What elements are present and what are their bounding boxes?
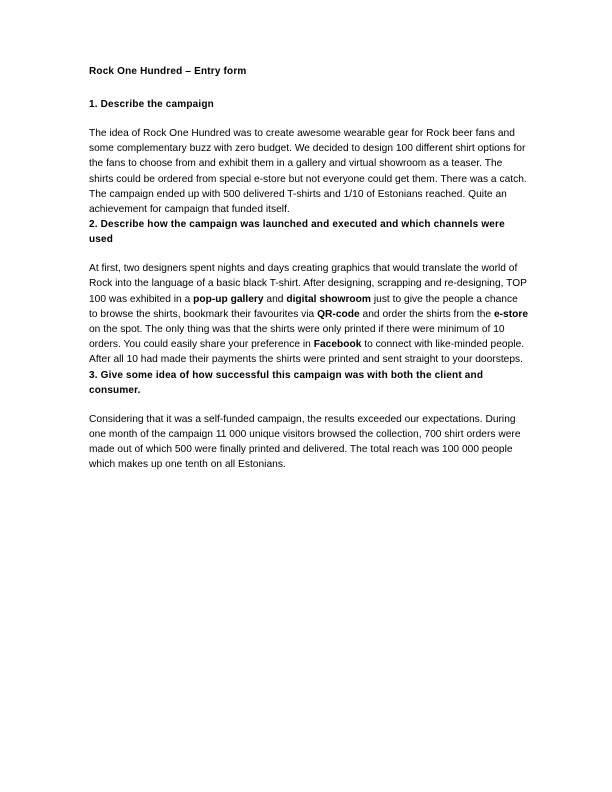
section-2-heading: 2. Describe how the campaign was launched and executed and which channels were used [89,219,505,246]
section-2-text-part-2: and [263,293,287,305]
section-2 [89,217,529,367]
document-title: Rock One Hundred – Entry form [89,66,247,77]
section-1-heading: 1. Describe the campaign [89,99,214,110]
section-2-text-part-4: and order the shirts from the [359,308,494,320]
section-2-paragraph [89,261,529,367]
section-2-text-part-3: just to give the people a chance to browse the shirts, bookmark their favourites via [89,293,518,320]
section-2-bold-digital-showroom: digital showroom [286,293,371,305]
section-3-heading: 3. Give some idea of how successful this campaign was with both the client and consumer. [89,369,484,396]
section-3 [89,368,529,473]
section-2-text-part-5: on the spot. The only thing was that the shirts were only printed if there were minimum of 10 orders. You could easily share your preference in [89,324,505,351]
section-2-text-part-1: At first, two designers spent nights and days creating graphics that would translate the world of Rock into the language of a basic black T-shirt. After designing, scrapping and re-designing, TOP 100 was exhibited in a [89,263,527,305]
section-2-bold-facebook: Facebook [313,339,362,351]
section-1 [89,97,529,217]
document-body [89,64,529,472]
section-2-text-part-6: to connect with like-minded people. After all 10 had made their payments the shirts were printed and sent straight to your doorsteps. [89,339,525,366]
section-2-bold-e-store: e-store [493,308,529,320]
section-2-bold-pop-up-gallery: pop-up gallery [193,293,264,305]
section-2-bold-qr-code: QR-code [317,308,360,320]
section-1-paragraph: The idea of Rock One Hundred was to create awesome wearable gear for Rock beer fans and some complementary buzz with zero budget. We decided to design 100 different shirt options for the fans to choose from and exhibit them in a gallery and virtual showroom as a teaser. The shirts could be ordered from special e-store but not everyone could get them. There was a catch. The campaign ended up with 500 delivered T-shirts and 1/10 of Estonians reached. Quite an achievement for campaign that funded itself. [89,128,527,216]
section-3-paragraph: Considering that it was a self-funded campaign, the results exceeded our expectations. During one month of the campaign 11 000 unique visitors browsed the collection, 700 shirt orders were made out of which 500 were finally printed and delivered. The total reach was 100 000 people which makes up one tenth on all Estonians. [89,413,521,471]
